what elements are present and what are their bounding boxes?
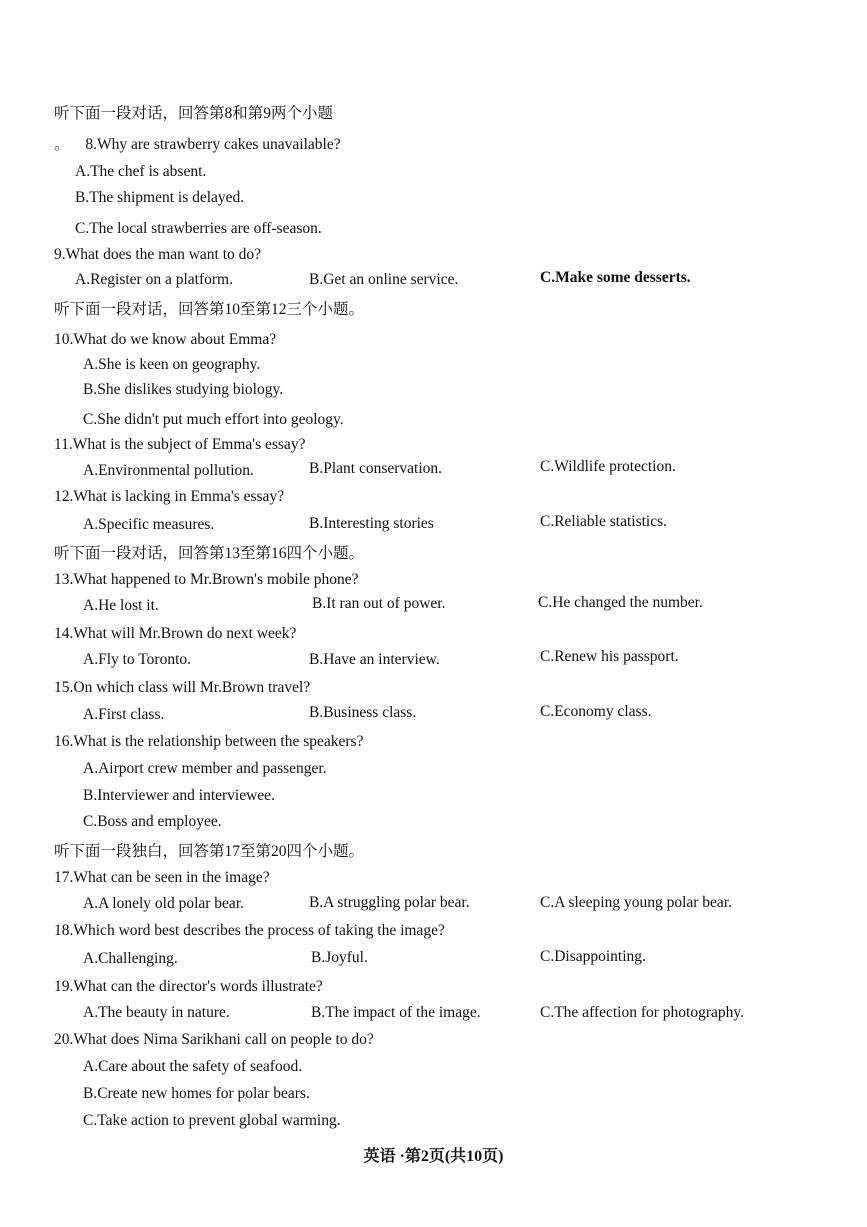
q8-option-a: A.The chef is absent.	[75, 163, 207, 180]
q16-option-c: C.Boss and employee.	[83, 813, 222, 830]
question-10: 10.What do we know about Emma?	[54, 331, 277, 348]
q12-option-c: C.Reliable statistics.	[540, 513, 667, 530]
q11-option-c: C.Wildlife protection.	[540, 458, 676, 475]
q9-option-c: C.Make some desserts.	[540, 269, 691, 286]
question-20: 20.What does Nima Sarikhani call on people to do?	[54, 1031, 374, 1048]
question-8-text: 8.Why are strawberry cakes unavailable?	[85, 136, 341, 153]
question-15: 15.On which class will Mr.Brown travel?	[54, 679, 311, 696]
q15-option-b: B.Business class.	[309, 704, 417, 721]
section-instruction-1: 听下面一段对话，回答第8和第9两个小题	[54, 105, 334, 122]
section-instruction-3: 听下面一段对话，回答第13至第16四个小题。	[54, 545, 365, 562]
q12-option-a: A.Specific measures.	[83, 516, 215, 533]
q9-option-a: A.Register on a platform.	[75, 271, 233, 288]
section-instruction-2: 听下面一段对话，回答第10至第12三个小题。	[54, 301, 365, 318]
question-17: 17.What can be seen in the image?	[54, 869, 270, 886]
q14-option-b: B.Have an interview.	[309, 651, 440, 668]
question-9: 9.What does the man want to do?	[54, 246, 262, 263]
q15-option-a: A.First class.	[83, 706, 165, 723]
question-8-prefix: 。	[54, 136, 70, 153]
q20-option-a: A.Care about the safety of seafood.	[83, 1058, 303, 1075]
q10-option-b: B.She dislikes studying biology.	[83, 381, 284, 398]
q20-option-b: B.Create new homes for polar bears.	[83, 1085, 310, 1102]
question-16: 16.What is the relationship between the speakers?	[54, 733, 364, 750]
q13-option-c: C.He changed the number.	[538, 594, 703, 611]
q11-option-b: B.Plant conservation.	[309, 460, 443, 477]
q14-option-a: A.Fly to Toronto.	[83, 651, 192, 668]
q10-option-c: C.She didn't put much effort into geology.	[83, 411, 344, 428]
q19-option-a: A.The beauty in nature.	[83, 1004, 230, 1021]
q16-option-a: A.Airport crew member and passenger.	[83, 760, 327, 777]
q18-option-a: A.Challenging.	[83, 950, 178, 967]
q20-option-c: C.Take action to prevent global warming.	[83, 1112, 341, 1129]
q12-option-b: B.Interesting stories	[309, 515, 434, 532]
question-11: 11.What is the subject of Emma's essay?	[54, 436, 306, 453]
page-footer: 英语 ·第2页(共10页)	[363, 1148, 504, 1165]
question-12: 12.What is lacking in Emma's essay?	[54, 488, 285, 505]
q17-option-c: C.A sleeping young polar bear.	[540, 894, 732, 911]
q10-option-a: A.She is keen on geography.	[83, 356, 261, 373]
question-8	[54, 136, 341, 154]
q13-option-b: B.It ran out of power.	[312, 595, 446, 612]
q8-option-c: C.The local strawberries are off-season.	[75, 220, 322, 237]
q19-option-c: C.The affection for photography.	[540, 1004, 745, 1021]
question-18: 18.Which word best describes the process of taking the image?	[54, 922, 445, 939]
q18-option-c: C.Disappointing.	[540, 948, 646, 965]
q17-option-b: B.A struggling polar bear.	[309, 894, 470, 911]
q8-option-b: B.The shipment is delayed.	[75, 189, 245, 206]
section-instruction-4: 听下面一段独白，回答第17至第20四个小题。	[54, 843, 365, 860]
q19-option-b: B.The impact of the image.	[311, 1004, 481, 1021]
q9-option-b: B.Get an online service.	[309, 271, 459, 288]
q13-option-a: A.He lost it.	[83, 597, 159, 614]
q16-option-b: B.Interviewer and interviewee.	[83, 787, 275, 804]
q17-option-a: A.A lonely old polar bear.	[83, 895, 244, 912]
q18-option-b: B.Joyful.	[311, 949, 368, 966]
question-19: 19.What can the director's words illustrate?	[54, 978, 323, 995]
q11-option-a: A.Environmental pollution.	[83, 462, 254, 479]
q14-option-c: C.Renew his passport.	[540, 648, 679, 665]
question-13: 13.What happened to Mr.Brown's mobile phone?	[54, 571, 359, 588]
question-14: 14.What will Mr.Brown do next week?	[54, 625, 297, 642]
q15-option-c: C.Economy class.	[540, 703, 652, 720]
